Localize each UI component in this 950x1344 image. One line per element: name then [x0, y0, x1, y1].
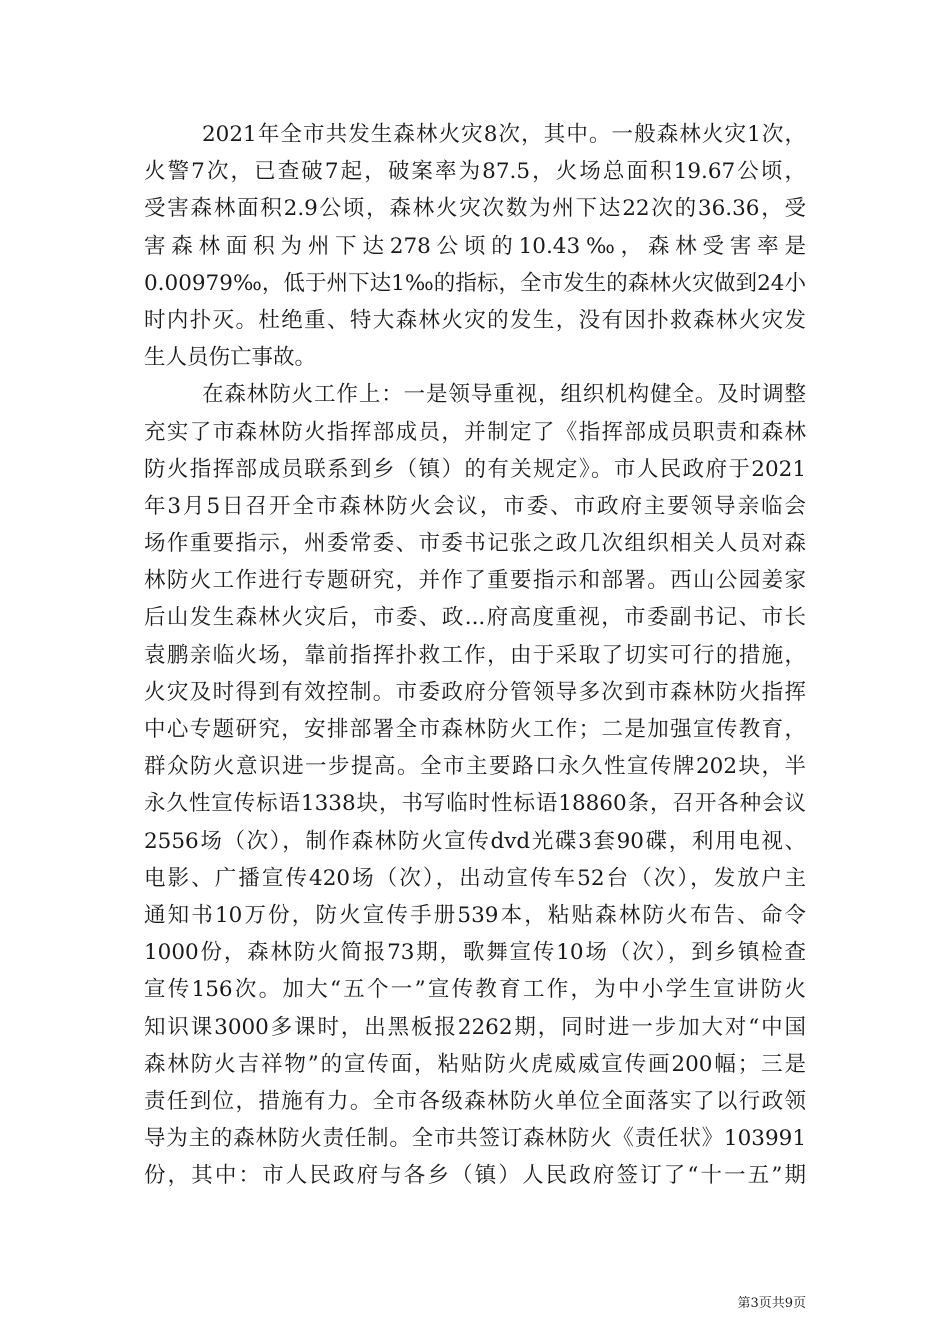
text-line: 火警7次，已查破7起，破案率为87.5，火场总面积19.67公顷，	[144, 159, 806, 185]
text-line: 知识课3000多课时，出黑板报2262期，同时进一步加大对“中国	[144, 1014, 806, 1040]
text-line: 受害森林面积2.9公顷，森林火灾次数为州下达22次的36.36，受	[144, 196, 806, 222]
text-line: 后山发生森林火灾后，市委、政...府高度重视，市委副书记、市长	[144, 605, 806, 631]
text-line: 导为主的森林防火责任制。全市共签订森林防火《责任状》103991	[144, 1126, 806, 1152]
text-line: 1000份，森林防火简报73期，歌舞宣传10场（次），到乡镇检查	[144, 940, 806, 966]
text-line: 永久性宣传标语1338块，书写临时性标语18860条，召开各种会议	[144, 791, 806, 817]
text-line: 责任到位，措施有力。全市各级森林防火单位全面落实了以行政领	[144, 1088, 806, 1114]
text-line: 林防火工作进行专题研究，并作了重要指示和部署。西山公园姜家	[144, 568, 806, 594]
text-line: 年3月5日召开全市森林防火会议，市委、市政府主要领导亲临会	[144, 493, 806, 519]
text-line: 生人员伤亡事故。	[144, 345, 317, 371]
document-body	[144, 116, 806, 1194]
paragraph-fire-statistics	[144, 116, 806, 376]
text-line: 火灾及时得到有效控制。市委政府分管领导多次到市森林防火指挥	[144, 679, 806, 705]
text-line: 充实了市森林防火指挥部成员，并制定了《指挥部成员职责和森林	[144, 419, 806, 445]
text-line: 在森林防火工作上：一是领导重视，组织机构健全。及时调整	[202, 382, 806, 408]
text-line: 2556场（次），制作森林防火宣传dvd光碟3套90碟，利用电视、	[144, 828, 806, 854]
text-line: 份，其中：市人民政府与各乡（镇）人民政府签订了“十一五”期	[144, 1163, 806, 1189]
text-line: 森林防火吉祥物”的宣传面，粘贴防火虎威威宣传画200幅；三是	[144, 1051, 806, 1077]
text-line: 时内扑灭。杜绝重、特大森林火灾的发生，没有因扑救森林火灾发	[144, 307, 806, 333]
text-line: 防火指挥部成员联系到乡（镇）的有关规定》。市人民政府于2021	[144, 456, 806, 482]
text-line: 中心专题研究，安排部署全市森林防火工作；二是加强宣传教育，	[144, 717, 806, 742]
paragraph-fire-prevention-work	[144, 376, 806, 1194]
text-line: 场作重要指示，州委常委、市委书记张之政几次组织相关人员对森	[144, 531, 806, 557]
text-line: 0.00979‰，低于州下达1‰的指标，全市发生的森林火灾做到24小	[144, 270, 806, 296]
page-number-footer: 第3页共9页	[737, 1296, 806, 1311]
text-line: 通知书10万份，防火宣传手册539本，粘贴森林防火布告、命令	[144, 902, 806, 928]
text-line: 袁鹏亲临火场，靠前指挥扑救工作，由于采取了切实可行的措施，	[144, 642, 806, 668]
text-line: 宣传156次。加大“五个一”宣传教育工作，为中小学生宣讲防火	[144, 977, 806, 1003]
text-line: 电影、广播宣传420场（次），出动宣传车52台（次），发放户主	[144, 865, 806, 891]
text-line: 群众防火意识进一步提高。全市主要路口永久性宣传牌202块，半	[144, 754, 806, 780]
text-line: 2021年全市共发生森林火灾8次，其中。一般森林火灾1次，	[202, 122, 806, 147]
text-line: 害森林面积为州下达278公顷的10.43‰，森林受害率是	[144, 233, 806, 259]
